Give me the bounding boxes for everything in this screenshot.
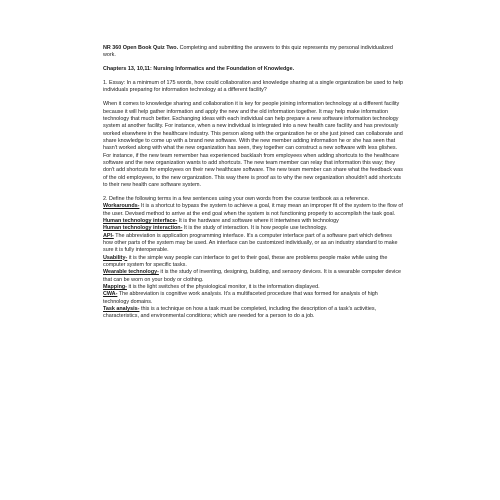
term-label: Human technology interaction- [103, 225, 183, 232]
term-definition: it is the study of inventing, designing, building, and sensory devices. It is a wearable computer device that can be worn on your body or clothing. [103, 269, 402, 283]
term-label: Workarounds- [103, 203, 140, 210]
term-definition: The abbreviation is application programming interface. It's a computer interface part of a software part which defines how other parts of the system may be used. An interface can be customized individually, or as an industry standard to make sure it is fully interoperable. [103, 232, 398, 254]
term-label: CWA- [103, 291, 118, 298]
term-definition: It is the hardware and software where it intertwines with technology [177, 217, 339, 224]
term-definition: it is the simple way people can interface to get to their goal, these are problems people make while using the computer system for specific tasks. [103, 254, 388, 268]
quiz-title: NR 360 Open Book Quiz Two. [103, 45, 179, 51]
term-label: API- [103, 232, 114, 239]
quiz-intro: Completing and submitting the answers to this quiz represents my personal individualized work. [103, 45, 393, 59]
question-1-answer: When it comes to knowledge sharing and collaboration it is key for people joining information technology at a different facility because it will help gather information and apply the new and the old information together. It may help make information technology that much better. Exchanging ideas with each individual can help prepare a new software information technology system at another facility. For instance, when a new individual is integrated into a new health care facility and has previously worked elsewhere in the healthcare industry. This person along with the organization he or she just joined can collaborate and share knowledge to come up with a brand new software. With the new member adding information he or she has seen that hasn't worked along with what the new organization has seen, they together can construct a new software with less glishes. For instance, if the new team remember has experienced backlash from employees when adding shortcuts to the healthcare software and the new organization wants to add shortcuts. The new team member can relay that information this way; they don't add shortcuts for employees on their new healthcare software. The new team member can share what the feedback was of the old employees, to the new organization. This way there is proof as to why the new organization shouldn't add shortcuts to their new health care software system. [103, 101, 403, 188]
term-label: Task analysis- [103, 306, 140, 312]
term-definition: It is a shortcut to bypass the system to achieve a goal, it may mean an improper fit of the system to the flow of the user. Devised method to arrive at the end goal when the system is not functioning properly to accomplish the task goal. [103, 203, 403, 217]
document-body [103, 45, 403, 321]
header-paragraph [103, 45, 403, 60]
term-label: Mapping- [103, 283, 127, 290]
definition-usability [103, 255, 403, 270]
term-definition: It is the study of interaction. It is how people use technology. [182, 225, 328, 232]
term-label: Wearable technology- [103, 269, 159, 276]
term-definition: it is the light switches of the physiological monitor, it is the information displayed. [126, 283, 320, 290]
term-definition: this is a technique on how a task must be completed, including the description of a task's activities, characteristics, and environmental conditions; which are needed for a person to do a job. [103, 306, 377, 320]
term-definition: The abbreviation is cognitive work analysis. It's a multifaceted procedure that was formed for analysis of high technology domains. [103, 291, 378, 305]
definition-task-analysis [103, 306, 403, 321]
definition-mapping [103, 284, 403, 291]
chapters-heading: Chapters 13, 10,11: Nursing Informatics and the Foundation of Knowledge. [103, 66, 295, 73]
question-2-prompt: 2. Define the following terms in a few sentences using your own words from the course textbook as a reference. [103, 195, 370, 202]
definition-wearable-technology [103, 269, 403, 284]
definition-workarounds [103, 203, 403, 218]
term-label: Human technology interface- [103, 217, 178, 224]
definition-cwa [103, 291, 403, 306]
definition-human-technology-interaction [103, 225, 403, 232]
question-1-prompt: 1. Essay: In a minimum of 175 words, how could collaboration and knowledge sharing at a single organization be used to help individuals preparing for information technology at a different facility? [103, 80, 403, 94]
definition-human-technology-interface [103, 218, 403, 225]
term-label: Usability- [103, 254, 128, 261]
definition-api [103, 233, 403, 255]
